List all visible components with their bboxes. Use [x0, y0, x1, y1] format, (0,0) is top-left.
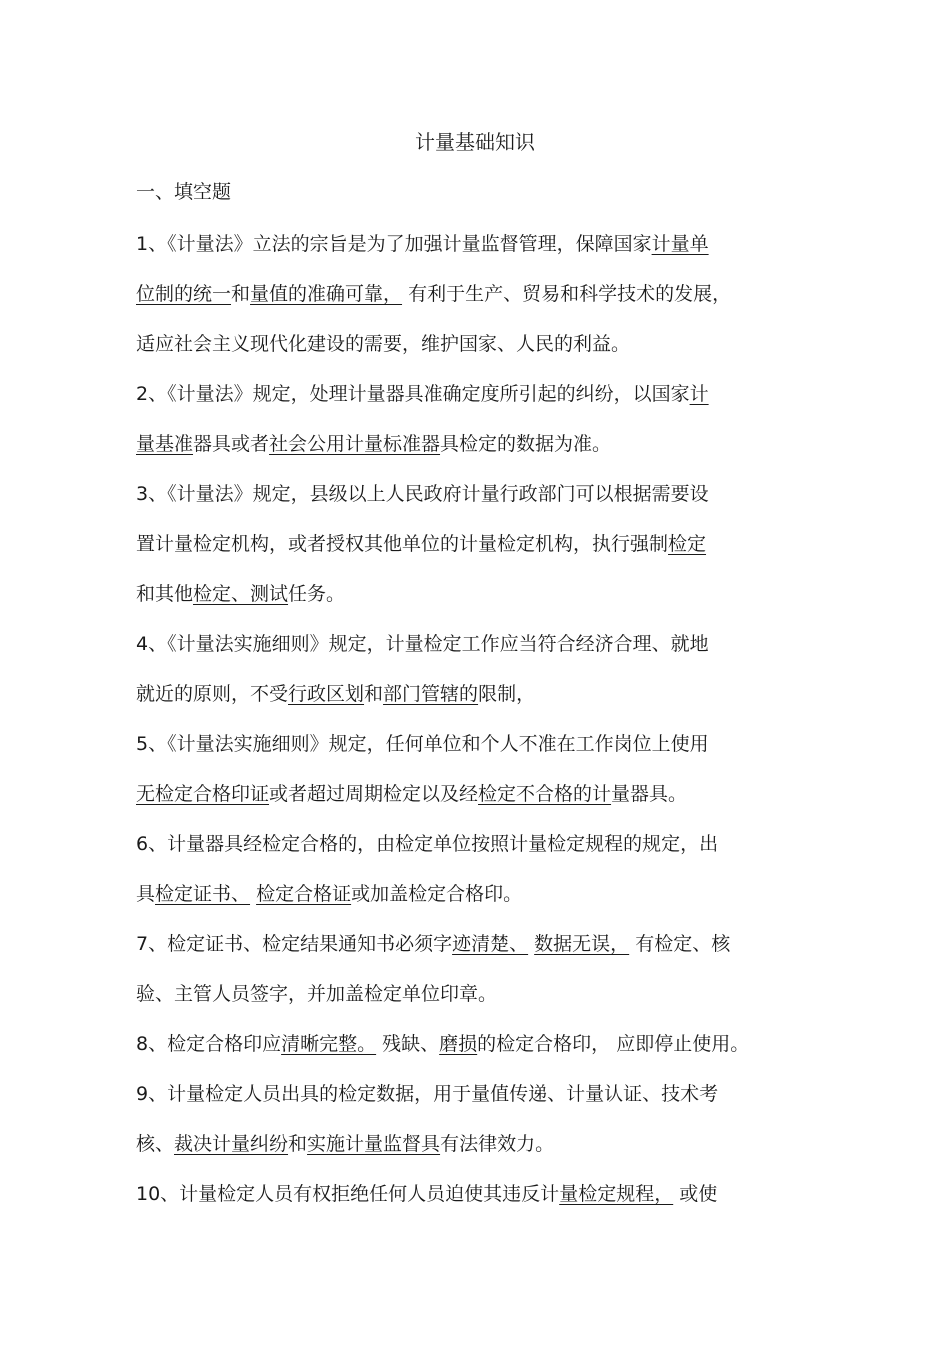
- text-segment: 10、计量检定人员有权拒绝任何人员迫使其违反计: [136, 1183, 560, 1205]
- underlined-answer: 检定: [668, 533, 707, 555]
- underlined-answer: 数据无误，: [534, 933, 630, 955]
- text-segment: 器具或者: [193, 433, 270, 455]
- underlined-answer: 无检定合格印证: [136, 783, 270, 805]
- underlined-answer: 裁决计量纠纷: [174, 1133, 289, 1155]
- underlined-answer: 部门管辖的: [383, 683, 479, 705]
- underlined-answer: 量检定规程，: [559, 1183, 674, 1205]
- underlined-answer: 实施计量监督具: [307, 1133, 441, 1155]
- text-line: [136, 1080, 718, 1108]
- text-line: [136, 580, 345, 608]
- underlined-answer: 磨损: [439, 1033, 478, 1055]
- text-segment: 具检定的数据为准。: [440, 433, 612, 455]
- text-segment: 2、《计量法》规定，处理计量器具准确定度所引起的纠纷，以国家: [136, 383, 690, 405]
- text-segment: 验、主管人员签字，并加盖检定单位印章。: [136, 983, 498, 1005]
- text-segment: 或者超过周期检定以及经: [269, 783, 479, 805]
- text-segment: 7、检定证书、检定结果通知书必须字: [136, 933, 453, 955]
- text-line: [136, 280, 731, 308]
- text-segment: 的检定合格印， 应即停止使用。: [477, 1033, 750, 1055]
- underlined-answer: 计: [689, 383, 709, 405]
- text-segment: 限制，: [478, 683, 536, 705]
- text-line: [136, 830, 718, 858]
- underlined-answer: 量基准: [136, 433, 194, 455]
- underlined-answer: 计量单: [651, 233, 709, 255]
- text-segment: 有法律效力。: [440, 1133, 555, 1155]
- text-line: [136, 430, 611, 458]
- text-segment: 1、《计量法》立法的宗旨是为了加强计量监督管理，保障国家: [136, 233, 652, 255]
- underlined-answer: 检定不合格的计: [478, 783, 612, 805]
- text-segment: 9、计量检定人员出具的检定数据，用于量值传递、计量认证、技术考: [136, 1083, 719, 1105]
- text-line: [136, 630, 709, 658]
- text-segment: 残缺、: [376, 1033, 440, 1055]
- text-segment: 5、《计量法实施细则》规定，任何单位和个人不准在工作岗位上使用: [136, 733, 709, 755]
- text-segment: 3、《计量法》规定，县级以上人民政府计量行政部门可以根据需要设: [136, 483, 709, 505]
- text-segment: 具: [136, 883, 156, 905]
- text-segment: 和: [364, 683, 384, 705]
- text-segment: 核、: [136, 1133, 175, 1155]
- text-segment: 任务。: [288, 583, 346, 605]
- text-line: [136, 1130, 554, 1158]
- text-line: [136, 780, 687, 808]
- text-line: [136, 680, 535, 708]
- underlined-answer: 社会公用计量标准器: [269, 433, 441, 455]
- text-line: [136, 1180, 717, 1208]
- text-segment: 就近的原则，不受: [136, 683, 289, 705]
- text-line: [136, 530, 706, 561]
- underlined-answer: 量值的准确可靠，: [250, 283, 403, 305]
- text-line: [136, 880, 522, 908]
- underlined-answer: 清晰完整。: [281, 1033, 377, 1055]
- underlined-answer: 行政区划: [288, 683, 365, 705]
- section-heading: 一、填空题: [136, 181, 232, 203]
- document-title: 计量基础知识: [415, 130, 535, 154]
- text-segment: 或加盖检定合格印。: [351, 883, 523, 905]
- text-line: [136, 380, 709, 411]
- text-line: [136, 980, 497, 1008]
- underlined-answer: 检定合格证: [256, 883, 352, 905]
- text-segment: 置计量检定机构，或者授权其他单位的计量检定机构，执行强制: [136, 533, 669, 555]
- underlined-answer: 迹清楚、: [452, 933, 529, 955]
- text-segment: 和其他: [136, 583, 194, 605]
- text-line: [136, 930, 730, 958]
- text-segment: 4、《计量法实施细则》规定，计量检定工作应当符合经济合理、就地: [136, 633, 709, 655]
- text-segment: 或使: [673, 1183, 718, 1205]
- text-segment: 和: [231, 283, 251, 305]
- text-segment: 有利于生产、贸易和科学技术的发展，: [402, 283, 732, 305]
- text-segment: 8、检定合格印应: [136, 1033, 282, 1055]
- text-line: [136, 730, 709, 758]
- underlined-answer: 位制的统一: [136, 283, 232, 305]
- text-line: [136, 480, 709, 508]
- text-segment: 6、计量器具经检定合格的，由检定单位按照计量检定规程的规定，出: [136, 833, 719, 855]
- text-segment: 适应社会主义现代化建设的需要，维护国家、人民的利益。: [136, 333, 631, 355]
- text-segment: 有检定、核: [629, 933, 731, 955]
- underlined-answer: 检定证书、: [155, 883, 251, 905]
- text-segment: 和: [288, 1133, 308, 1155]
- text-line: [136, 230, 709, 261]
- text-line: [136, 1030, 749, 1058]
- underlined-answer: 检定、测试: [193, 583, 289, 605]
- text-segment: 量器具。: [611, 783, 688, 805]
- text-line: [136, 330, 630, 358]
